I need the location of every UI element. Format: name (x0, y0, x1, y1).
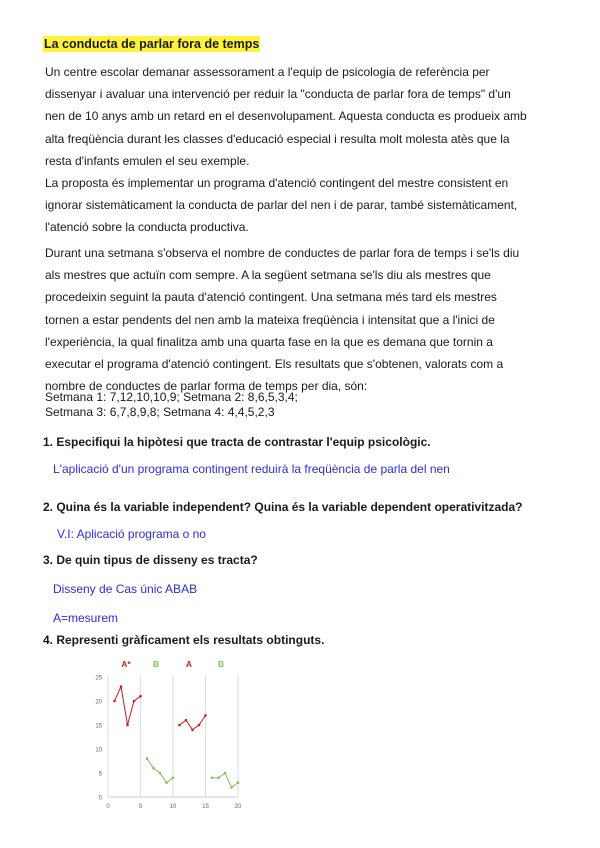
question-2: 2. Quina és la variable independent? Quina és la variable dependent operativitzada? (43, 500, 523, 514)
chart-point-2-0 (178, 724, 181, 727)
chart-point-2-1 (185, 719, 188, 722)
chart-x-tick-4: 20 (234, 804, 242, 810)
chart-y-tick-5: 25 (95, 675, 102, 682)
chart-point-3-3 (230, 786, 233, 789)
chart-series-line-2 (180, 715, 206, 729)
chart-point-2-4 (204, 714, 207, 717)
question-1: 1. Especifiqui la hipòtesi que tracta de contrastar l'equip psicològic. (43, 435, 431, 449)
chart-phase-label-0: A* (121, 659, 131, 669)
chart-y-tick-0: 0 (98, 795, 102, 802)
answer-3-phase-a: A=mesurem (53, 611, 119, 625)
chart-point-2-2 (191, 729, 194, 732)
chart-x-tick-2: 10 (169, 804, 177, 810)
chart-point-0-4 (139, 695, 142, 698)
chart-phase-label-3: B (217, 659, 225, 669)
chart-phase-label-1: B (152, 659, 160, 669)
chart-x-tick-3: 15 (202, 804, 209, 810)
chart-phase-label-2: A (185, 659, 193, 669)
chart-series-line-3 (212, 773, 238, 787)
chart-point-1-2 (159, 772, 162, 775)
answer-3-design: Disseny de Cas únic ABAB (53, 582, 198, 596)
answer-1: L'aplicació d'un programa contingent reduirà la freqüència de parla del nen (53, 462, 450, 476)
results-line-1: Setmana 1: 7,12,10,10,9; Setmana 2: 8,6,5,3,4; (45, 390, 298, 404)
question-4: 4. Representi gràficament els resultats obtinguts. (43, 633, 325, 647)
chart-y-tick-4: 20 (95, 699, 102, 706)
chart-point-1-4 (172, 777, 175, 780)
proposal-paragraph: La proposta és implementar un programa d'atenció contingent del mestre consistent en ignorar sistemàticament la conducta de parlar del nen i de parar, també sistemàticament, l'atenció sobre la conducta productiva. (45, 176, 518, 235)
chart-series-line-0 (115, 687, 141, 725)
chart-point-3-2 (224, 772, 227, 775)
procedure-paragraph: Durant una setmana s'observa el nombre de conductes de parlar fora de temps i se'ls diu als mestres que actuïn com sempre. A la següent setmana se'ls diu als mestres que procedeixin seguint la pauta d'atenció contingent. Una setmana més tard els mestres tornen a estar pendents del nen amb la mateixa freqüència i intensitat que a l'inici de l'experiència, la qual finalitza amb una quarta fase en la que es demana que tornin a executar el programa d'atenció contingent. Els resultats que s'obtenen, valorats com a nombre de conductes de parlar forma de temps per dia, són: (45, 246, 520, 394)
chart-y-tick-3: 15 (95, 723, 102, 730)
chart-y-tick-2: 10 (95, 747, 102, 754)
chart-point-1-3 (165, 781, 168, 784)
chart-point-0-2 (126, 724, 129, 727)
results-line-2: Setmana 3: 6,7,8,9,8; Setmana 4: 4,4,5,2,3 (45, 405, 275, 419)
chart-point-0-1 (120, 685, 123, 688)
chart-y-tick-1: 5 (98, 771, 102, 778)
chart-point-3-4 (237, 781, 240, 784)
chart-point-1-0 (146, 757, 149, 760)
chart-point-1-1 (152, 767, 155, 770)
chart-x-tick-0: 0 (106, 804, 110, 810)
chart-series-line-1 (147, 759, 173, 783)
chart-point-2-3 (198, 724, 201, 727)
question-3: 3. De quin tipus de disseny es tracta? (43, 553, 258, 567)
document-title: La conducta de parlar fora de temps (44, 37, 260, 51)
chart-x-tick-1: 5 (138, 804, 143, 810)
intro-paragraph: Un centre escolar demanar assessorament a l'equip de psicologia de referència per dissenyar i avaluar una intervenció per reduir la "conducta de parlar fora de temps" d'un nen de 10 anys amb un retard en el desenvolupament. Aquesta conducta es produeix amb alta freqüència durant les classes d'educació especial i resulta molt molesta atès que la resta d'infants emulen el seu exemple. (45, 65, 527, 168)
chart-point-3-0 (211, 777, 214, 780)
chart-point-0-3 (133, 700, 136, 703)
chart-point-0-0 (113, 700, 116, 703)
answer-2: V.I: Aplicació programa o no (57, 527, 206, 541)
chart-point-3-1 (217, 777, 220, 780)
